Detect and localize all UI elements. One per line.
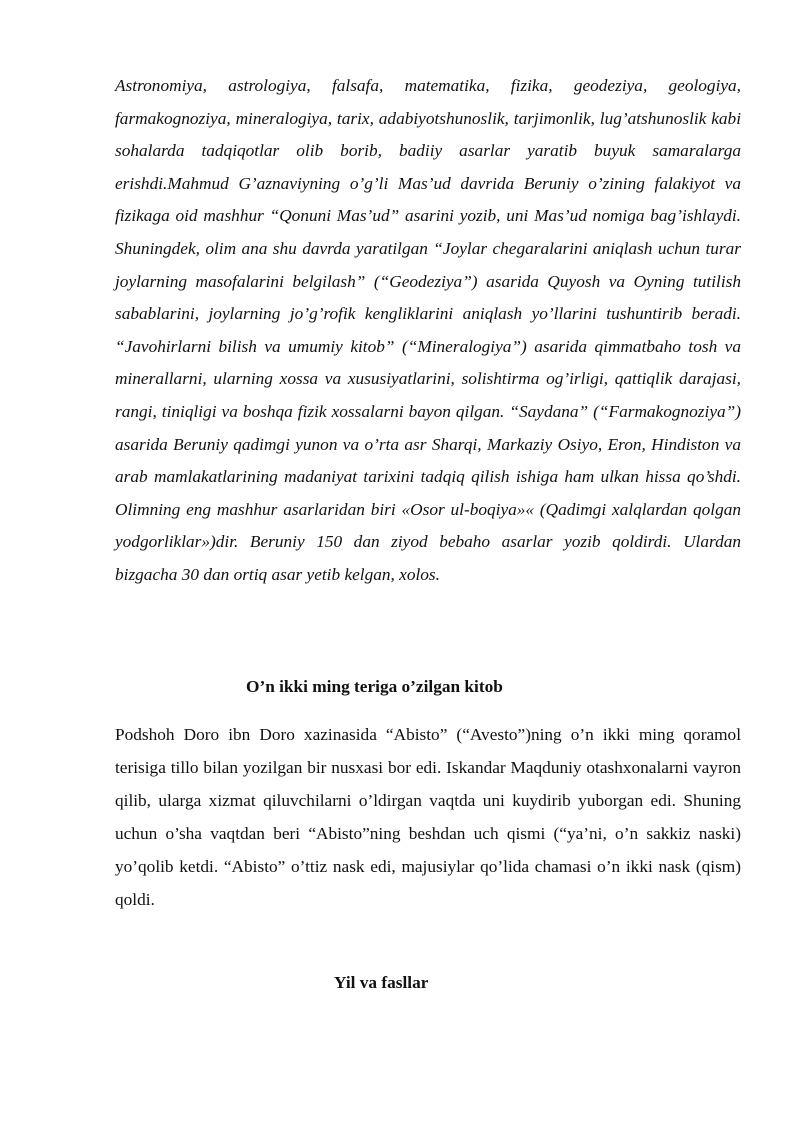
intro-paragraph: Astronomiya, astrologiya, falsafa, matematika, fizika, geodeziya, geologiya, farmakognoziya, mineralogiya, tarix, adabiyotshunoslik, tarjimonlik, lug’atshunoslik kabi sohalarda tadqiqotlar olib borib, badiiy asarlar yaratib buyuk samaralarga erishdi.Mahmud G’aznaviyning o’g’li Mas’ud davrida Beruniy o’zining falakiyot va fizikaga oid mashhur “Qonuni Mas’ud” asarini yozib, uni Mas’ud nomiga bag’ishlaydi. Shuningdek, olim ana shu davrda yaratilgan “Joylar chegaralarini aniqlash uchun turar joylarning masofalarini belgilash” (“Geodeziya”) asarida Quyosh va Oyning tutilish sabablarini, joylarning jo’g’rofik kengliklarini aniqlash yo’llarini tushuntirib beradi. “Javohirlarni bilish va umumiy kitob” (“Mineralogiya”) asarida qimmatbaho tosh va minerallarni, ularning xossa va xususiyatlarini, solishtirma og’irligi, qattiqlik darajasi, rangi, tiniqligi va boshqa fizik xossalarni bayon qilgan. “Saydana” (“Farmakognoziya”) asarida Beruniy qadimgi yunon va o’rta asr Sharqi, Markaziy Osiyo, Eron, Hindiston va arab mamlakatlarining madaniyat tarixini tadqiq qilish ishiga ham ulkan hissa qo’shdi. Olimning eng mashhur asarlaridan biri «Osor ul-boqiya»« (Qadimgi xalqlardan qolgan yodgorliklar»)dir. Beruniy 150 dan ziyod bebaho asarlar yozib qoldirdi. Ulardan bizgacha 30 dan ortiq asar yetib kelgan, xolos.	[115, 76, 741, 584]
section-heading-seasons: Yil va fasllar	[334, 973, 429, 992]
section-paragraph-book: Podshoh Doro ibn Doro xazinasida “Abisto” (“Avesto”)ning o’n ikki ming qoramol terisiga tillo bilan yozilgan bir nusxasi bor edi. Iskandar Maqduniy otashxonalarni vayron qilib, ularga xizmat qiluvchilarni o’ldirgan vaqtda uni kuydirib yuborgan edi. Shuning uchun o’sha vaqtdan beri “Abisto”ning beshdan uch qismi (“ya’ni, o’n sakkiz naski) yo’qolib ketdi. “Abisto” o’ttiz nask edi, majusiylar qo’lida chamasi o’n ikki nask (qism) qoldi.	[115, 725, 741, 909]
section-heading-book: O’n ikki ming teriga o’zilgan kitob	[246, 677, 503, 696]
